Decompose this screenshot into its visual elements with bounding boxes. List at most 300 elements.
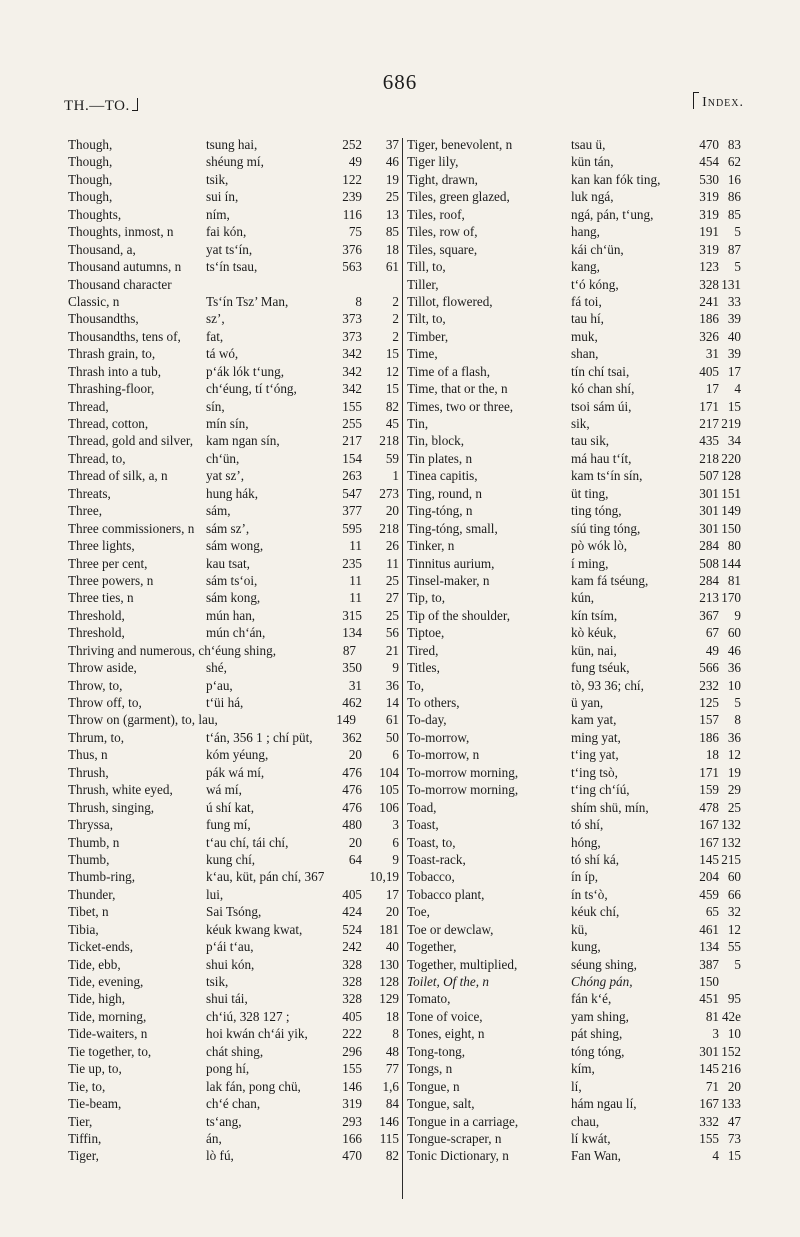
entry-translation: shui kón, — [206, 956, 255, 972]
entry-page: 239 — [342, 189, 362, 205]
entry-term: Though, — [68, 137, 113, 152]
entry-page: 218 — [699, 450, 719, 466]
index-entry — [68, 607, 401, 624]
entry-translation: t‘au chí, tái chí, — [206, 834, 289, 850]
entry-ref: 146 — [379, 1113, 399, 1129]
entry-ref: 42e — [721, 1008, 741, 1024]
entry-translation: mún ch‘án, — [206, 625, 266, 641]
entry-ref: 128 — [379, 974, 399, 989]
entry-term: Thrum, to, — [68, 729, 125, 745]
entry-term: Tip, to, — [407, 590, 445, 606]
entry-page: 547 — [342, 485, 362, 501]
index-column-left — [68, 136, 401, 1165]
entry-translation: ngá, pán, t‘ung, — [571, 206, 654, 222]
entry-page: 284 — [699, 572, 719, 588]
entry-ref: 83 — [727, 137, 741, 152]
index-entry — [68, 781, 401, 798]
entry-translation: lui, — [206, 886, 224, 902]
entry-page: 476 — [342, 764, 362, 780]
entry-translation: ním, — [206, 206, 230, 222]
entry-ref: 77 — [385, 1061, 399, 1077]
entry-ref: 85 — [727, 206, 741, 222]
index-entry — [405, 328, 743, 345]
index-entry — [405, 555, 743, 572]
entry-term: Thrashing-floor, — [68, 381, 155, 397]
entry-term: To, — [407, 677, 425, 693]
entry-page: 405 — [699, 363, 719, 379]
entry-translation: kím, — [571, 1061, 595, 1077]
entry-translation: kan kan fók ting, — [571, 171, 661, 187]
entry-term: Thousand character — [68, 276, 172, 292]
entry-translation: chát shing, — [206, 1043, 264, 1059]
index-entry — [68, 746, 401, 763]
entry-page: 376 — [342, 241, 362, 257]
entry-page: 566 — [699, 660, 719, 676]
entry-page: 235 — [342, 555, 362, 571]
entry-ref: 2 — [392, 311, 399, 327]
entry-term: Tongue in a carriage, — [407, 1113, 519, 1129]
entry-ref: 80 — [727, 538, 741, 554]
index-entry — [68, 258, 401, 275]
index-entry — [68, 188, 401, 205]
entry-term: To-morrow morning, — [407, 764, 519, 780]
entry-term: Tie up, to, — [68, 1061, 122, 1077]
entry-ref: 40 — [385, 939, 399, 955]
index-entry — [68, 310, 401, 327]
entry-ref: 8 — [392, 1026, 399, 1042]
entry-term: Tibia, — [68, 921, 99, 937]
entry-page: 476 — [342, 782, 362, 798]
entry-page: 319 — [699, 241, 719, 257]
index-entry — [405, 188, 743, 205]
index-entry — [405, 467, 743, 484]
index-entry — [68, 276, 401, 293]
index-entry — [68, 1008, 401, 1025]
entry-term: Together, multiplied, — [407, 956, 518, 972]
entry-page: 252 — [342, 137, 362, 152]
index-entry — [68, 223, 401, 240]
entry-page: 424 — [342, 904, 362, 920]
entry-ref: 60 — [727, 869, 741, 885]
index-entry — [68, 415, 401, 432]
entry-page: 387 — [699, 956, 719, 972]
entry-term: Tin, block, — [407, 433, 465, 449]
entry-page: 595 — [342, 520, 362, 536]
index-entry — [68, 450, 401, 467]
index-entry — [68, 380, 401, 397]
entry-page: 451 — [699, 991, 719, 1007]
entry-term: Threshold, — [68, 625, 125, 641]
entry-translation: kam yat, — [571, 712, 617, 728]
entry-translation: t‘ing tsò, — [571, 764, 618, 780]
entry-term: Tongue, n — [407, 1078, 460, 1094]
entry-ref: 150 — [721, 520, 741, 536]
entry-translation: muk, — [571, 328, 598, 344]
entry-ref: 13 — [385, 206, 399, 222]
entry-term: Thread, gold and silver, — [68, 433, 194, 449]
entry-translation: kü, — [571, 921, 588, 937]
entry-term: Tiles, green glazed, — [407, 189, 510, 205]
entry-ref: 9 — [392, 851, 399, 867]
entry-page: 435 — [699, 433, 719, 449]
entry-term: Thousandths, — [68, 311, 139, 327]
entry-translation: Sai Tsóng, — [206, 904, 262, 920]
entry-page: 301 — [699, 520, 719, 536]
entry-term: Thousandths, tens of, — [68, 328, 181, 344]
entry-term: Tiles, roof, — [407, 206, 465, 222]
entry-term: Tier, — [68, 1113, 93, 1129]
entry-term: Tonic Dictionary, n — [407, 1148, 509, 1164]
entry-term: Time, — [407, 346, 438, 362]
entry-page: 146 — [342, 1078, 362, 1094]
entry-ref: 218 — [379, 520, 399, 536]
entry-translation: ú shí kat, — [206, 799, 254, 815]
entry-ref: 34 — [727, 433, 741, 449]
column-divider — [402, 138, 403, 1199]
entry-page: 217 — [699, 416, 719, 431]
entry-translation: sám, — [206, 503, 231, 519]
entry-term: Tibet, n — [68, 904, 109, 920]
bracket-mark — [693, 92, 699, 109]
index-entry — [405, 711, 743, 728]
entry-translation: fung tséuk, — [571, 660, 630, 676]
entry-page: 478 — [699, 799, 719, 815]
entry-ref: 25 — [385, 607, 399, 623]
index-entry — [405, 258, 743, 275]
index-entry — [68, 1095, 401, 1112]
entry-term: Thousand autumns, n — [68, 259, 182, 275]
entry-page: 476 — [342, 799, 362, 815]
index-entry — [68, 485, 401, 502]
entry-page: 373 — [342, 311, 362, 327]
entry-ref: 46 — [727, 642, 741, 658]
entry-term: Though, — [68, 189, 113, 205]
entry-ref: 25 — [385, 572, 399, 588]
entry-term: Tinker, n — [407, 538, 455, 554]
entry-page: 125 — [699, 695, 719, 710]
entry-ref: 39 — [727, 311, 741, 327]
entry-ref: 1,6 — [382, 1078, 399, 1094]
entry-ref: 25 — [385, 189, 399, 205]
index-entry — [405, 607, 743, 624]
entry-ref: 273 — [379, 485, 399, 501]
index-entry — [68, 363, 401, 380]
entry-page: 319 — [699, 206, 719, 222]
entry-ref: 2 — [392, 293, 399, 309]
entry-translation: sz’, — [206, 311, 225, 327]
entry-page: 49 — [348, 154, 362, 170]
entry-translation: kín tsím, — [571, 607, 618, 623]
entry-term: Throw aside, — [68, 660, 137, 676]
entry-page: 155 — [699, 1130, 719, 1146]
index-entry — [405, 363, 743, 380]
entry-ref: 19 — [385, 171, 399, 187]
entry-ref: 15 — [385, 346, 399, 362]
entry-ref: 20 — [727, 1078, 741, 1094]
entry-page: 171 — [699, 764, 719, 780]
entry-term: Thrush, singing, — [68, 799, 155, 815]
entry-term: Toast-rack, — [407, 851, 466, 867]
entry-ref: 219 — [721, 416, 741, 431]
entry-translation: kún, — [571, 590, 595, 606]
entry-translation: chau, — [571, 1113, 600, 1129]
entry-page: 4 — [712, 1148, 719, 1164]
entry-ref: 27 — [385, 590, 399, 606]
entry-ref: 59 — [385, 450, 399, 466]
entry-page: 17 — [705, 381, 719, 397]
entry-term: Thumb, — [68, 851, 110, 867]
entry-page: 332 — [699, 1113, 719, 1129]
entry-term: Tie together, to, — [68, 1043, 152, 1059]
entry-ref: 62 — [727, 154, 741, 170]
entry-translation: lò fú, — [206, 1148, 234, 1164]
index-entry — [68, 1113, 401, 1130]
index-entry — [68, 589, 401, 606]
index-entry — [405, 746, 743, 763]
entry-translation: kéuk chí, — [571, 904, 620, 920]
entry-page: 232 — [699, 677, 719, 693]
running-head-index: Index. — [702, 95, 744, 110]
entry-page: 296 — [342, 1043, 362, 1059]
entry-page: 81 — [705, 1008, 719, 1024]
entry-page: 167 — [699, 834, 719, 850]
index-entry — [68, 711, 401, 728]
entry-term: Throw, to, — [68, 677, 123, 693]
entry-term: Toe, — [407, 904, 430, 920]
index-entry — [405, 799, 743, 816]
index-entry — [405, 398, 743, 415]
entry-page: 563 — [342, 259, 362, 275]
entry-page: 154 — [342, 450, 362, 466]
entry-page: 293 — [342, 1113, 362, 1129]
entry-ref: 106 — [379, 799, 399, 815]
entry-term: Tide, evening, — [68, 974, 144, 989]
entry-page: 462 — [342, 695, 362, 710]
entry-term: Tie-beam, — [68, 1096, 122, 1112]
entry-translation: sám wong, — [206, 538, 264, 554]
index-entry — [68, 694, 401, 711]
index-entry — [405, 380, 743, 397]
entry-ref: 144 — [721, 555, 741, 571]
entry-translation: luk ngá, — [571, 189, 614, 205]
entry-page: 171 — [699, 398, 719, 414]
entry-term: To others, — [407, 695, 460, 710]
index-entry — [68, 990, 401, 1007]
entry-translation: ch‘éung, tí t‘óng, — [206, 381, 297, 397]
entry-translation: kó chan shí, — [571, 381, 635, 397]
entry-term: Thrash grain, to, — [68, 346, 156, 362]
entry-ref: 82 — [385, 398, 399, 414]
entry-page: 145 — [699, 851, 719, 867]
index-entry — [68, 467, 401, 484]
entry-translation: p‘ái t‘au, — [206, 939, 254, 955]
index-entry — [405, 642, 743, 659]
entry-ref: 9 — [734, 607, 741, 623]
entry-ref: 131 — [721, 276, 741, 292]
entry-ref: 5 — [734, 956, 741, 972]
index-entry — [405, 1043, 743, 1060]
entry-translation: lí kwát, — [571, 1130, 611, 1146]
index-entry — [405, 834, 743, 851]
entry-ref: 11 — [386, 555, 399, 571]
entry-translation: k‘au, küt, pán chí, 367 — [206, 869, 325, 885]
entry-translation: síú ting tóng, — [571, 520, 641, 536]
entry-ref: 33 — [727, 293, 741, 309]
entry-translation: p‘ák lók t‘ung, — [206, 363, 285, 379]
entry-translation: lak fán, pong chü, — [206, 1078, 301, 1094]
entry-term: Tongue-scraper, n — [407, 1130, 502, 1146]
entry-ref: 86 — [727, 189, 741, 205]
entry-translation: ch‘iú, 328 127 ; — [206, 1008, 290, 1024]
index-entry — [68, 520, 401, 537]
index-entry — [68, 851, 401, 868]
index-entry — [405, 1025, 743, 1042]
index-entry — [68, 293, 401, 310]
entry-translation: pò wók lò, — [571, 538, 628, 554]
entry-page: 31 — [705, 346, 719, 362]
entry-page: 75 — [348, 224, 362, 240]
entry-ref: 105 — [379, 782, 399, 798]
entry-translation: kò kéuk, — [571, 625, 617, 641]
index-entry — [405, 415, 743, 432]
index-entry — [68, 555, 401, 572]
entry-page: 159 — [699, 782, 719, 798]
entry-translation: kam ngan sín, — [206, 433, 280, 449]
page-header — [0, 68, 800, 114]
entry-translation: án, — [206, 1130, 222, 1146]
entry-term: Tiger, benevolent, n — [407, 137, 513, 152]
index-entry — [68, 432, 401, 449]
entry-term: Threats, — [68, 485, 111, 501]
entry-translation: sui ín, — [206, 189, 239, 205]
entry-term: Tong-tong, — [407, 1043, 466, 1059]
entry-translation: Fan Wan, — [571, 1148, 621, 1164]
entry-ref: 26 — [385, 538, 399, 554]
entry-translation: sín, — [206, 398, 225, 414]
entry-ref: 149 — [721, 503, 741, 519]
entry-translation: kang, — [571, 259, 600, 275]
entry-term: Tomato, — [407, 991, 451, 1007]
entry-translation: kün, nai, — [571, 642, 617, 658]
entry-ref: 95 — [727, 991, 741, 1007]
entry-term: To-morrow, — [407, 729, 470, 745]
entry-term: Thrush, — [68, 764, 109, 780]
entry-translation: má hau t‘ít, — [571, 450, 632, 466]
entry-page: 71 — [705, 1078, 719, 1094]
entry-term: Tone of voice, — [407, 1008, 483, 1024]
entry-translation: kün tán, — [571, 154, 614, 170]
entry-page: 222 — [342, 1026, 362, 1042]
entry-ref: 21 — [385, 642, 399, 658]
entry-ref: 81 — [727, 572, 741, 588]
entry-translation: shan, — [571, 346, 599, 362]
index-entry — [68, 1147, 401, 1164]
index-entry — [68, 241, 401, 258]
index-entry — [405, 938, 743, 955]
entry-translation: ts‘ang, — [206, 1113, 242, 1129]
index-entry — [68, 1078, 401, 1095]
index-entry — [405, 677, 743, 694]
index-entry — [68, 1130, 401, 1147]
index-entry — [405, 589, 743, 606]
entry-ref: 216 — [721, 1061, 741, 1077]
entry-term: Together, — [407, 939, 457, 955]
entry-ref: 36 — [727, 729, 741, 745]
entry-page: 319 — [342, 1096, 362, 1112]
entry-page: 20 — [348, 747, 362, 763]
entry-page: 367 — [699, 607, 719, 623]
entry-ref: 9 — [392, 660, 399, 676]
entry-ref: 5 — [734, 695, 741, 710]
index-entry — [405, 293, 743, 310]
index-entry — [405, 973, 743, 990]
index-entry — [405, 868, 743, 885]
running-head-left — [64, 98, 138, 114]
index-entry — [405, 223, 743, 240]
entry-translation: tsung hai, — [206, 137, 258, 152]
entry-translation: t‘üi há, — [206, 695, 244, 710]
entry-ref: 5 — [734, 259, 741, 275]
entry-term: Tide, high, — [68, 991, 126, 1007]
entry-term: Though, — [68, 154, 113, 170]
entry-page: 241 — [699, 293, 719, 309]
entry-ref: 12 — [385, 363, 399, 379]
entry-term: Tinsel-maker, n — [407, 572, 490, 588]
entry-term: Throw off, to, — [68, 695, 142, 710]
entry-ref: 85 — [385, 224, 399, 240]
entry-ref: 104 — [379, 764, 399, 780]
index-entry — [405, 520, 743, 537]
entry-term: Tones, eight, n — [407, 1026, 485, 1042]
entry-ref: 36 — [727, 660, 741, 676]
entry-ref: 50 — [385, 729, 399, 745]
entry-page: 459 — [699, 886, 719, 902]
entry-ref: 20 — [385, 503, 399, 519]
entry-term: Tillot, flowered, — [407, 293, 493, 309]
entry-term: Thread, — [68, 398, 109, 414]
entry-term: To-morrow, n — [407, 747, 480, 763]
entry-page: 301 — [699, 1043, 719, 1059]
entry-ref: 2 — [392, 328, 399, 344]
entry-term: Till, to, — [407, 259, 446, 275]
entry-ref: 115 — [379, 1130, 399, 1146]
entry-translation: kóm yéung, — [206, 747, 269, 763]
entry-term: Classic, n — [68, 293, 120, 309]
entry-ref: 61 — [385, 712, 399, 728]
index-entry — [405, 502, 743, 519]
entry-page: 507 — [699, 468, 719, 484]
entry-ref: 40 — [727, 328, 741, 344]
entry-translation: hang, — [571, 224, 600, 240]
entry-translation: kung, — [571, 939, 601, 955]
index-entry — [68, 834, 401, 851]
index-entry — [405, 921, 743, 938]
entry-page: 470 — [342, 1148, 362, 1164]
index-entry — [68, 572, 401, 589]
entry-ref: 14 — [385, 695, 399, 710]
index-entry — [405, 1147, 743, 1164]
entry-term: Toast, — [407, 817, 439, 833]
index-entry — [68, 938, 401, 955]
entry-page: 123 — [699, 259, 719, 275]
entry-term: Tin, — [407, 416, 429, 431]
index-entry — [405, 886, 743, 903]
entry-term: Thousand, a, — [68, 241, 136, 257]
index-entry — [68, 398, 401, 415]
entry-page: 284 — [699, 538, 719, 554]
entry-translation: tau hí, — [571, 311, 604, 327]
entry-page: 242 — [342, 939, 362, 955]
